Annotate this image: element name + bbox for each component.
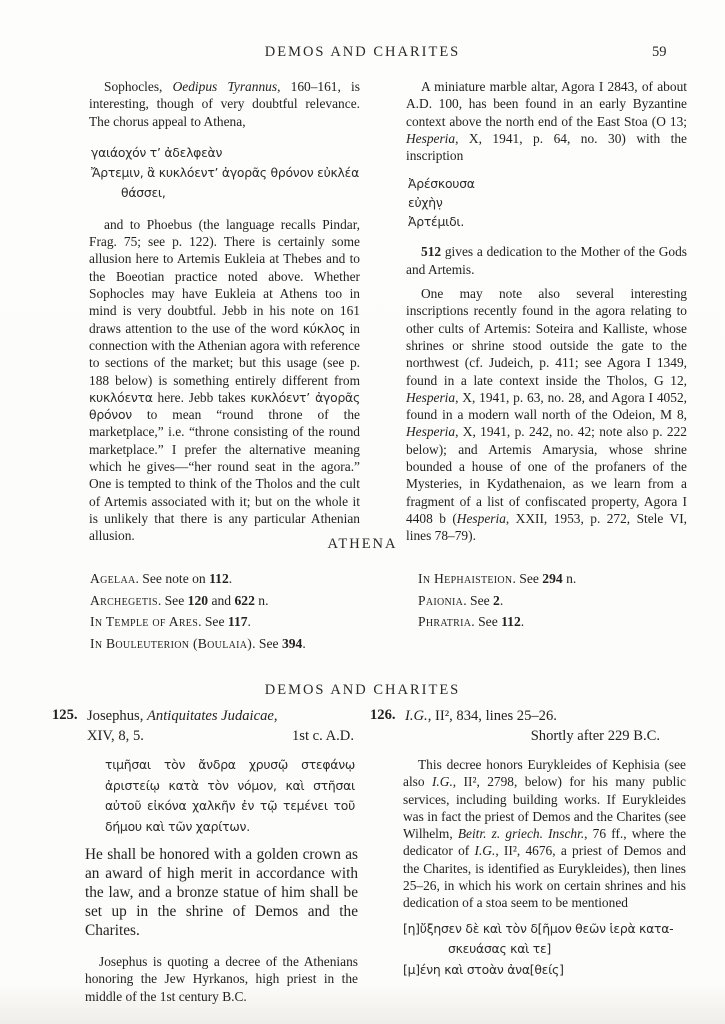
index-entry: Archegetis. See 120 and 622 n. [90,592,269,608]
greek-line: Ἀρέσκουσα [408,176,475,192]
item-citation: Josephus, Antiquitates Judaicae, [87,708,278,724]
page-number: 59 [652,44,667,60]
index-entry: In Temple of Ares. See 117. [90,614,251,629]
column-left [89,78,360,545]
paragraph: Sophocles, Oedipus Tyrannus, 160–161, is interesting, though of very doubtful relevance. The chorus appeal to Athena, [89,79,360,129]
item-number: 126. [370,707,396,723]
index-entry: Agelaa. See note on 112. [90,571,233,586]
inscription-text [408,174,687,231]
greek-line: Ἄρτεμιν, ἃ κυκλόεντ’ ἀγορᾶς θρόνον εὐκλέα [91,164,360,180]
testimonium-126 [370,707,686,980]
greek-quotation [403,919,686,981]
running-head: DEMOS AND CHARITES [264,44,461,60]
item-citation-continued: XIV, 8, 5. [87,727,144,744]
index-entry: In Bouleuterion (Boulaia). See 394. [90,635,306,651]
greek-line: θάσσει, [121,184,166,200]
greek-line: [η]ὔξησεν δὲ καὶ τὸν δ[ῆμον θεῶν ἱερὰ κατα- [403,920,674,936]
paragraph: One may note also several interesting inscriptions recently found in the agora relating to other cults of Artemis: Soteira and Kalliste, whose shrines or shrine stood outside the gate to the northwest (cf. Judeich, p. 411; see Agora I 1349, found in a late context inside the Tholos, G 12, Hesperia, X, 1941, p. 63, no. 28, and Agora I 4052, found in a modern wall north of the Odeion, M 8, Hesperia, X, 1941, p. 242, no. 42; note also p. 222 below); and Artemis Amarysia, whose shrine bounded a house of one of the profaners of the Mysteries, in Kydathenaion, as we learn from a fragment of a list of confiscated property, Agora I 4408 b (Hesperia, XXII, 1953, p. 272, Stele VI, lines 78–79). [406,286,688,544]
greek-line: γαιάοχόν τ’ ἀδελφεὰν [91,144,223,160]
testimonium-125 [52,707,358,1005]
item-citation-line2 [52,727,358,747]
paragraph: A miniature marble altar, Agora I 2843, of about A.D. 100, has been found in an early Byzantine context above the north end of the East Stoa (O 13; Hesperia, X, 1941, p. 64, no. 30) with the inscription [406,79,687,164]
index-entry: In Hephaisteion. See 294 n. [418,571,577,586]
paragraph: and to Phoebus (the language recalls Pindar, Frag. 75; see p. 122). There is certainly some allusion here to Artemis Eukleia at Thebes and to the Boeotian practice noted above. Whether Sophocles may have Eukleia at Athens too in mind is very doubtful. Jebb in his note on 161 draws attention to the use of the word κύκλος in connection with the Athenian agora with reference to sections of the market; but this usage (see p. 188 below) is something entirely different from κυκλόεντα here. Jebb takes κυκλόεντ’ ἀγορᾶς θρόνον to mean “round throne of the marketplace,” i.e. “throne consisting of the round marketplace.” I prefer the alternative meaning which he gives—“her round seat in the agora.” One is tempted to think of the Tholos and the cult of Artemis associated with it; but on the whole it is unlikely that there is any particular Athenian allusion. [89,216,361,544]
item-date: Shortly after 229 B.C. [530,727,660,744]
item-citation: I.G., II², 834, lines 25–26. [405,708,557,724]
greek-line: σκευάσας καὶ τε] [448,941,552,957]
item-date: 1st c. A.D. [291,727,354,744]
index-entry: Phratria. See 112. [418,614,525,629]
greek-quotation: τιμῆσαι τὸν ἄνδρα χρυσῷ στεφάνῳ ἀριστείῳ κατὰ τὸν νόμον, καὶ στῆσαι αὐτοῦ εἰκόνα χαλκῆν ἐν τῷ τεμένει τοῦ δήμου καὶ τῶν χαρίτων. [105,757,355,834]
greek-line: εὐχὴν̣ [408,195,443,211]
commentary-text: Josephus is quoting a decree of the Athenians honoring the Jew Hyrkanos, high priest in the middle of the 1st century B.C. [85,954,358,1004]
index-entry: Paionia. See 2. [418,592,504,608]
athena-index-right [418,568,668,633]
translation-text: He shall be honored with a golden crown as an award of high merit in accordance with the law, and a bronze statue of him shall be set up in the shrine of Demos and the Charites. [85,846,358,939]
section-heading-athena: ATHENA [327,536,398,552]
greek-quotation [91,143,360,203]
greek-line: [μ]ένη καὶ στοὰν ἀνα[θείς] [403,961,564,977]
paragraph: 512 gives a dedication to the Mother of the Gods and Artemis. [406,244,687,277]
commentary-text: This decree honors Eurykleides of Kephisia (see also I.G., II², 2798, below) for his many public services, including building works. If Eurykleides was in fact the priest of Demos and the Charites (see Wilhelm, Beitr. z. griech. Inschr., 76 ff., where the dedicator of I.G., II², 4676, a priest of Demos and the Charites, is identified as Eurykleides), then lines 25–26, in which his work on certain shrines and his dedication of a stoa seem to be mentioned [403,757,687,911]
section-heading-demos: DEMOS AND CHARITES [264,682,461,698]
greek-line: Ἀρτέμιδι. [408,214,465,230]
athena-index-left [90,568,395,654]
column-right [406,78,687,545]
item-number: 125. [52,707,78,723]
